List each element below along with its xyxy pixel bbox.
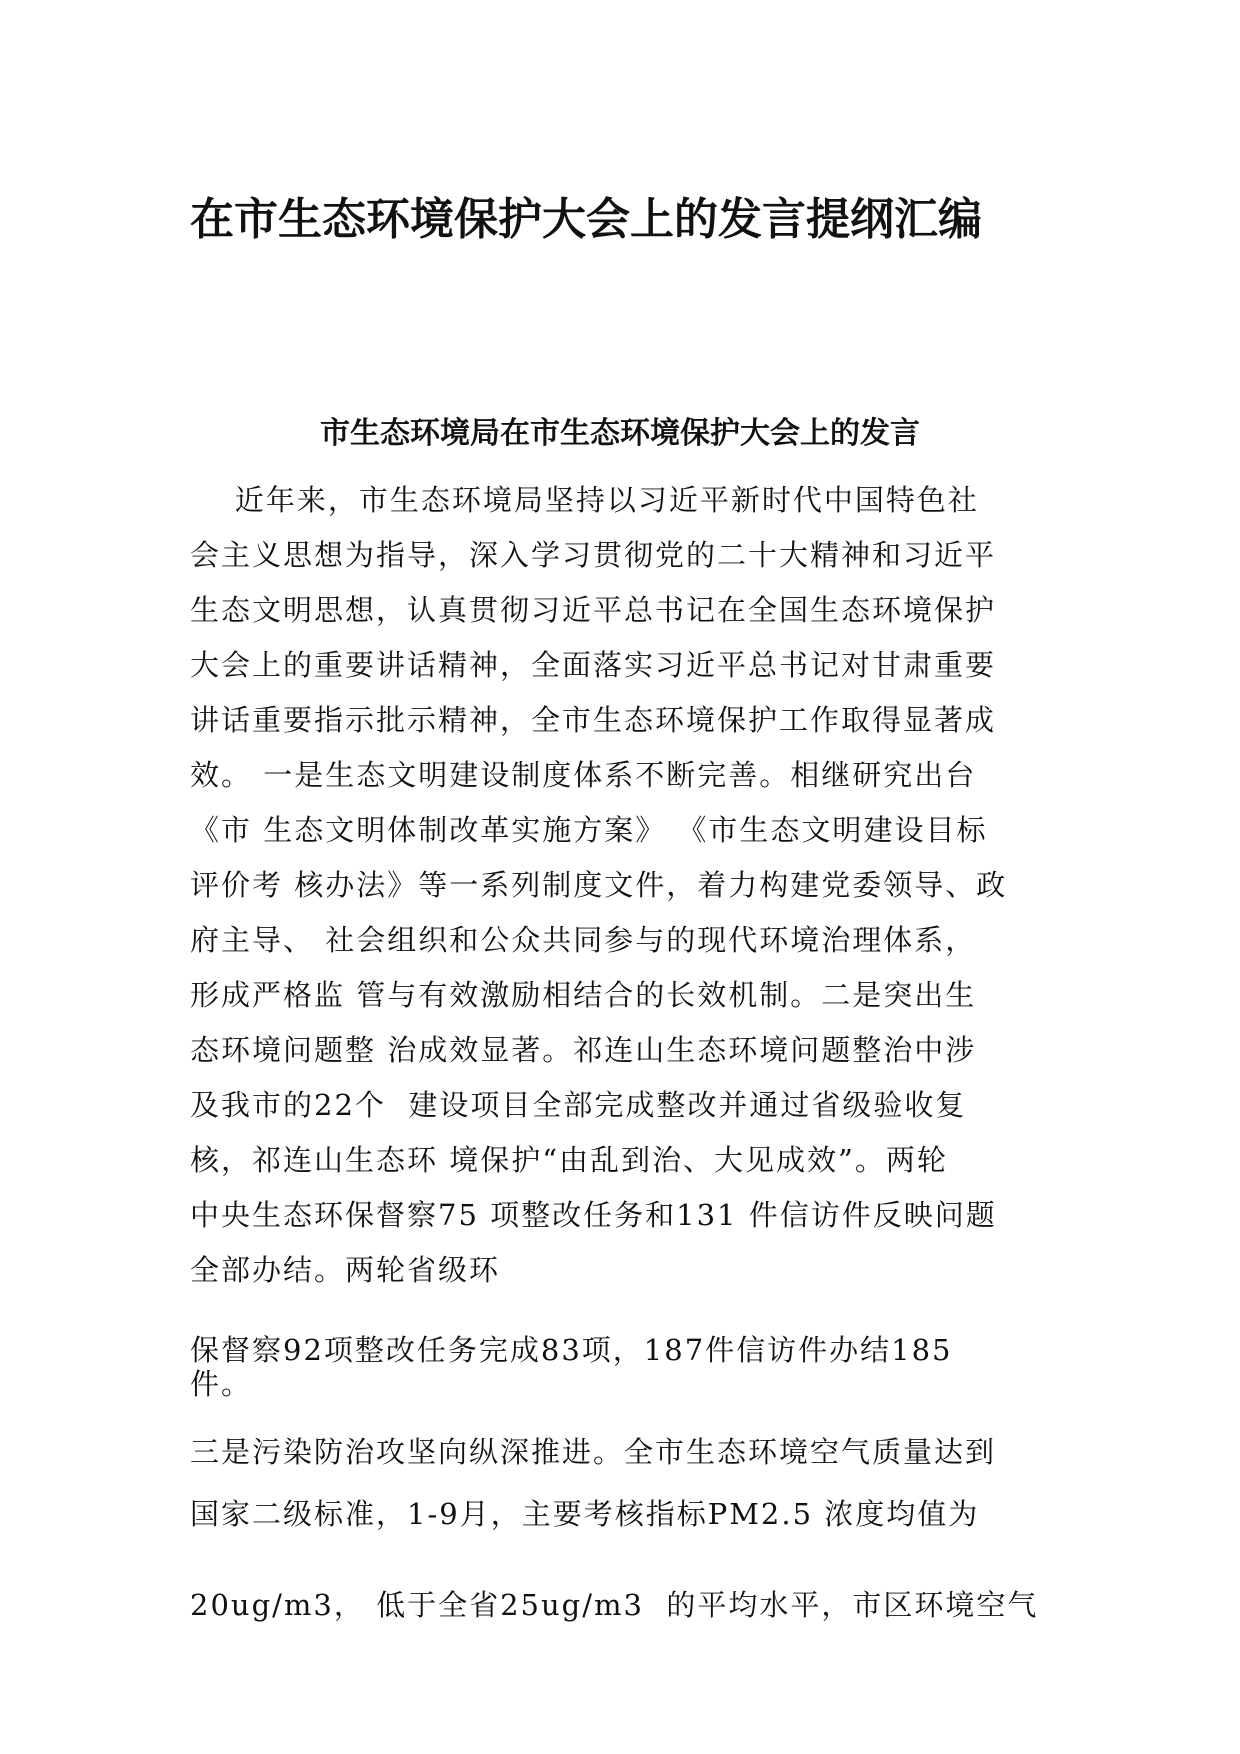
body-line: 保督察92项整改任务完成83项，187件信访件办结185 — [190, 1333, 953, 1367]
body-line: 国家二级标准，1-9月，主要考核指标PM2.5 浓度均值为 — [190, 1497, 980, 1531]
body-line: 效。 一是生态文明建设制度体系不断完善。相继研究出台 — [190, 758, 977, 792]
body-line: 核，祁连山生态环 境保护“由乱到治、大见成效”。两轮 — [190, 1143, 948, 1177]
body-line: 形成严格监 管与有效激励相结合的长效机制。二是突出生 — [190, 978, 977, 1012]
body-line: 中央生态环保督察75 项整改任务和131 件信访件反映问题 — [190, 1198, 997, 1232]
document-title: 在市生态环境保护大会上的发言提纲汇编 — [190, 194, 982, 245]
body-line: 大会上的重要讲话精神，全面落实习近平总书记对甘肃重要 — [190, 648, 997, 682]
body-line: 全部办结。两轮省级环 — [190, 1253, 501, 1287]
body-line: 讲话重要指示批示精神，全市生态环境保护工作取得显著成 — [190, 703, 997, 737]
body-line: 生态文明思想，认真贯彻习近平总书记在全国生态环境保护 — [190, 593, 997, 627]
body-line: 件。 — [190, 1367, 253, 1401]
body-line: 及我市的22个 建设项目全部完成整改并通过省级验收复 — [190, 1088, 967, 1122]
body-line: 态环境问题整 治成效显著。祁连山生态环境问题整治中涉 — [190, 1033, 977, 1067]
body-line: 20ug/m3， 低于全省25ug/m3 的平均水平，市区环境空气 — [190, 1588, 1039, 1622]
section-title: 市生态环境局在市生态环境保护大会上的发言 — [320, 416, 920, 451]
body-line: 《市 生态文明体制改革实施方案》 《市生态文明建设目标 — [190, 813, 988, 847]
body-line: 近年来，市生态环境局坚持以习近平新时代中国特色社 — [190, 483, 979, 517]
body-line: 府主导、 社会组织和公众共同参与的现代环境治理体系， — [190, 923, 977, 957]
body-line: 会主义思想为指导，深入学习贯彻党的二十大精神和习近平 — [190, 538, 997, 572]
body-line: 评价考 核办法》等一系列制度文件，着力构建党委领导、政 — [190, 868, 1008, 902]
body-line: 三是污染防治攻坚向纵深推进。全市生态环境空气质量达到 — [190, 1435, 997, 1469]
